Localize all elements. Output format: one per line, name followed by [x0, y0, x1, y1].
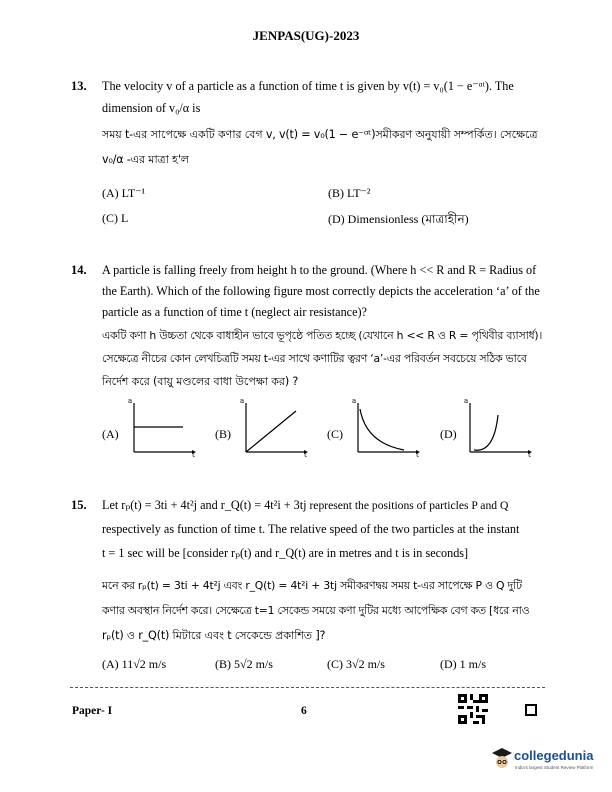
q15-bn-line1: মনে কর rₚ(t) = 3ti + 4t²j এবং r_Q(t) = 4t²i + 3tj সমীকরণদ্বয় সময় t-এর সাপেক্ষে P ও Q দুটি [102, 579, 522, 592]
q14-option-c-label[interactable]: (C) [327, 427, 343, 441]
q13-option-b[interactable]: (B) LT⁻² [328, 186, 371, 200]
q14-bn-line2: সেক্ষেত্রে নীচের কোন লেখচিত্রটি সময় t-এর সাথে কণাটির ত্বরণ ‘a’-এর পরিবর্তন সবচেয়ে সঠিক ভাবে [102, 352, 527, 365]
page-divider [70, 687, 545, 688]
q13-option-a[interactable]: (A) LT⁻¹ [102, 186, 146, 200]
question-13-number: 13. [71, 79, 87, 93]
q15-line1-rest: represent the positions of particles P and Q [306, 499, 509, 512]
q15-bn-line3: rₚ(t) ও r_Q(t) মিটারে এবং t সেকেন্ডে প্রকাশিত ]? [102, 629, 326, 642]
increasing-acceleration-curve [474, 415, 498, 450]
q14-option-b-label[interactable]: (B) [215, 427, 231, 441]
q15-en-line1 [102, 498, 547, 513]
decaying-acceleration-curve [360, 409, 404, 450]
q13-en-line1: The velocity v of a particle as a function of time t is given by v(t) = v₀(1 − e⁻ᵅᵗ). The [102, 79, 514, 93]
q14-graph-a[interactable] [128, 397, 198, 457]
graph-c-axis-y: a [352, 397, 357, 405]
linear-acceleration-line [246, 411, 296, 452]
q14-bn-line3: নির্দেশ করে (বায়ু মণ্ডলের বাধা উপেক্ষা কর) ? [102, 375, 299, 388]
q15-option-a[interactable]: (A) 11√2 m/s [102, 657, 167, 671]
question-15-number: 15. [71, 498, 87, 512]
q14-en-line1: A particle is falling freely from height h to the ground. (Where h << R and R = Radius of [102, 263, 537, 277]
graph-a-axis-y: a [128, 397, 133, 405]
exam-header: JENPAS(UG)-2023 [252, 28, 360, 43]
q13-en-line2: dimension of v₀/α is [102, 101, 201, 115]
q15-rq-vector: r_Q(t) = 4t²i + 3tj [220, 498, 307, 512]
q15-option-d[interactable]: (D) 1 m/s [440, 657, 486, 671]
graduation-cap-icon [492, 747, 512, 769]
q14-graph-b[interactable] [240, 397, 310, 457]
q13-option-c[interactable]: (C) L [102, 211, 129, 225]
graph-c-axis-x: t [416, 451, 419, 457]
q14-graph-c[interactable] [352, 397, 422, 457]
q14-option-d-label[interactable]: (D) [440, 427, 457, 441]
q13-bn-line1: সময় t-এর সাপেক্ষে একটি কণার বেগ v, v(t) = v₀(1 − e⁻ᵅᵗ)সমীকরণ অনুযায়ী সম্পর্কিত। সেক্ষেত্রে [102, 128, 538, 141]
qr-code [458, 694, 488, 724]
graph-a-axis-x: t [192, 451, 195, 457]
q14-en-line2: the Earth). Which of the following figure most correctly depicts the acceleration ‘a’ of the [102, 284, 540, 298]
q14-graph-d[interactable] [464, 397, 534, 457]
q15-option-b[interactable]: (B) 5√2 m/s [215, 657, 273, 671]
q15-let: Let [102, 498, 122, 512]
q15-en-line3: t = 1 sec will be [consider rₚ(t) and r_Q(t) are in metres and t is in seconds] [102, 546, 469, 560]
question-14-number: 14. [71, 263, 87, 277]
graph-b-axis-y: a [240, 397, 245, 405]
q15-option-c[interactable]: (C) 3√2 m/s [327, 657, 385, 671]
q15-en-line2: respectively as function of time t. The relative speed of the two particles at the instant [102, 522, 520, 536]
paper-label: Paper- I [72, 705, 113, 717]
q15-rp-vector: rₚ(t) = 3ti + 4t²j [121, 498, 198, 512]
q13-option-d[interactable]: (D) Dimensionless (মাত্রাহীন) [328, 212, 469, 226]
brand-tagline: India's largest Student Review Platform [515, 765, 594, 770]
q13-bn-line2: v₀/α -এর মাত্রা হ'ল [102, 153, 189, 166]
checkbox-square[interactable] [525, 704, 537, 716]
graph-d-axis-y: a [464, 397, 469, 405]
graph-d-axis-x: t [528, 451, 531, 457]
q15-bn-line2: কণার অবস্থান নির্দেশ করে। সেক্ষেত্রে t=1 সেকেন্ড সময়ে কণা দুটির মধ্যে আপেক্ষিক বেগ কত [ধরে নাও [102, 604, 530, 617]
brand-name: collegedunia [514, 748, 594, 763]
q14-bn-line1: একটি কণা h উচ্চতা থেকে বাধাহীন ভাবে ভূপৃষ্ঠে পতিত হচ্ছে (যেখানে h << R ও R = পৃথিবীর ব্যাসার্ধ)। [102, 329, 543, 342]
graph-b-axis-x: t [304, 451, 307, 457]
q15-and: and [197, 498, 221, 512]
q14-option-a-label[interactable]: (A) [102, 427, 119, 441]
q14-en-line3: particle as a function of time t (neglect air resistance)? [102, 305, 367, 319]
page-number: 6 [301, 705, 307, 717]
